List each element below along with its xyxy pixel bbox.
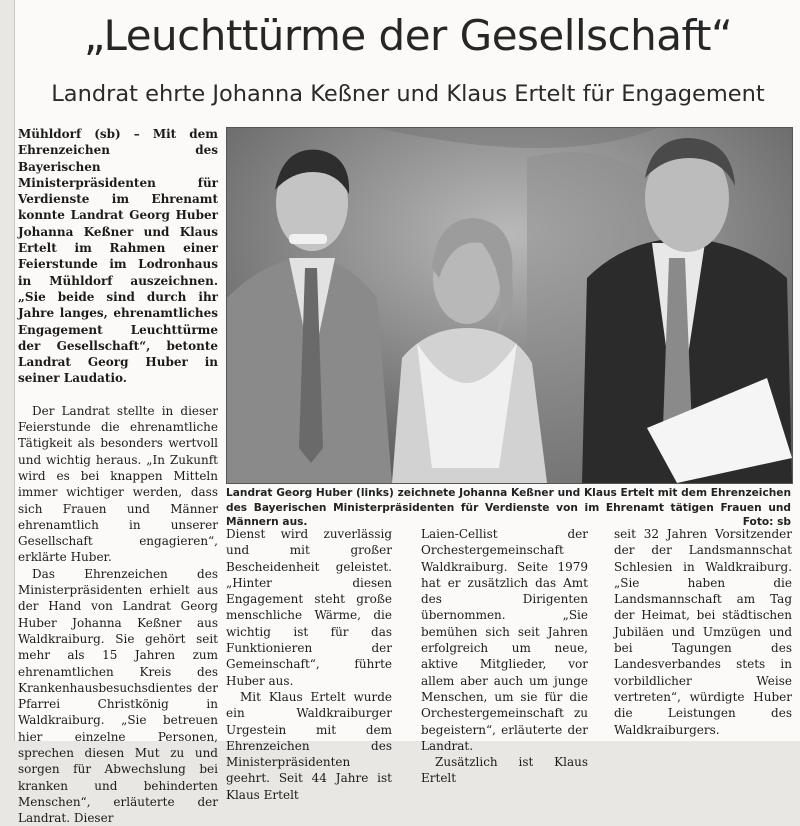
article-paragraph: Zusätzlich ist Klaus Ertelt <box>421 755 588 786</box>
subheadline: Landrat ehrte Johanna Keßner und Klaus Ertelt für Engagement <box>51 81 765 107</box>
article-column-3 <box>421 526 588 787</box>
article-paragraph: Der Landrat stellte in dieser Feierstunde die ehrenamtliche Tätigkeit als besonders wertvoll und wichtig heraus. „In Zukunft wird es bei knappen Mitteln immer wichtiger werden, dass sich Frauen und Männer ehrenamtlich in unserer Gesellschaft engagieren“, erklärte Huber. <box>18 403 218 565</box>
article-column-2 <box>226 526 392 803</box>
article-paragraph: Dienst wird zuverlässig und mit großer Bescheidenheit geleistet. „Hinter diesen Engagement steht große menschliche Wärme, die wichtig ist für das Funktionieren der Gemeinschaft“, führte Huber aus. <box>226 527 392 688</box>
newspaper-clipping <box>14 0 800 826</box>
award-photo <box>226 127 793 484</box>
article-intro: Mühldorf (sb) – Mit dem Ehrenzeichen des Bayerischen Ministerpräsidenten für Verdienste im Ehrenamt konnte Landrat Georg Huber Johanna Keßner und Klaus Ertelt im Rahmen einer Feierstunde im Lodronhaus in Mühldorf auszeichnen. „Sie beide sind durch ihr Jahre langes, ehrenamtliches Engagement Leuchttürme der Gesellschaft“, betonte Landrat Georg Huber in seiner Laudatio. <box>18 127 218 386</box>
photo-credit: Foto: sb <box>742 516 791 528</box>
article-paragraph: Laien-Cellist der Orchestergemeinschaft Waldkraiburg. Seite 1979 hat er zusätzlich das Amt des Dirigenten übernommen. „Sie bemühen sich seit Jahren erfolgreich um neue, aktive Mitglieder, vor allem aber auch um junge Menschen, um sie für die Orchestergemeinschaft zu begeistern“, erläuterte der Landrat. <box>421 527 588 753</box>
article-column-1 <box>18 126 218 826</box>
photo-illustration <box>227 128 792 483</box>
photo-caption <box>226 486 791 530</box>
article-column-4 <box>614 526 792 738</box>
article-paragraph: Mit Klaus Ertelt wurde ein Waldkraiburger Urgestein mit dem Ehrenzeichen des Ministerpräsidenten geehrt. Seit 44 Jahre ist Klaus Ertelt <box>226 689 392 802</box>
caption-text: Landrat Georg Huber (links) zeichnete Johanna Keßner und Klaus Ertelt mit dem Ehrenzeichen des Bayerischen Ministerpräsidenten für Verdienste von im Ehrenamt tätigen Frauen und Männern aus. <box>226 487 791 528</box>
headline: „Leuchttürme der Gesellschaft“ <box>83 11 733 60</box>
article-paragraph: seit 32 Jahren Vorsitzender der der Landsmannschat Schlesien in Waldkraiburg. „Sie haben die Landsmannschaft am Tag der Heimat, bei städtischen Jubiläen und Umzügen und bei Tagungen des Landesverbandes stets in vorbildlicher Weise vertreten“, würdigte Huber die Leistungen des Waldkraiburgers. <box>614 527 792 737</box>
article-paragraph: Das Ehrenzeichen des Ministerpräsidenten erhielt aus der Hand von Landrat Georg Huber Johanna Keßner aus Waldkraiburg. Sie gehört seit mehr als 15 Jahren zum ehrenamtlichen Kreis des Krankenhausbesuchsdientes der Pfarrei Christkönig in Waldkraiburg. „Sie betreuen hier einzelne Personen, sprechen diesen Mut zu und sorgen für Abwechslung bei kranken und behinderten Menschen“, erläuterte der Landrat. Dieser <box>18 566 218 826</box>
